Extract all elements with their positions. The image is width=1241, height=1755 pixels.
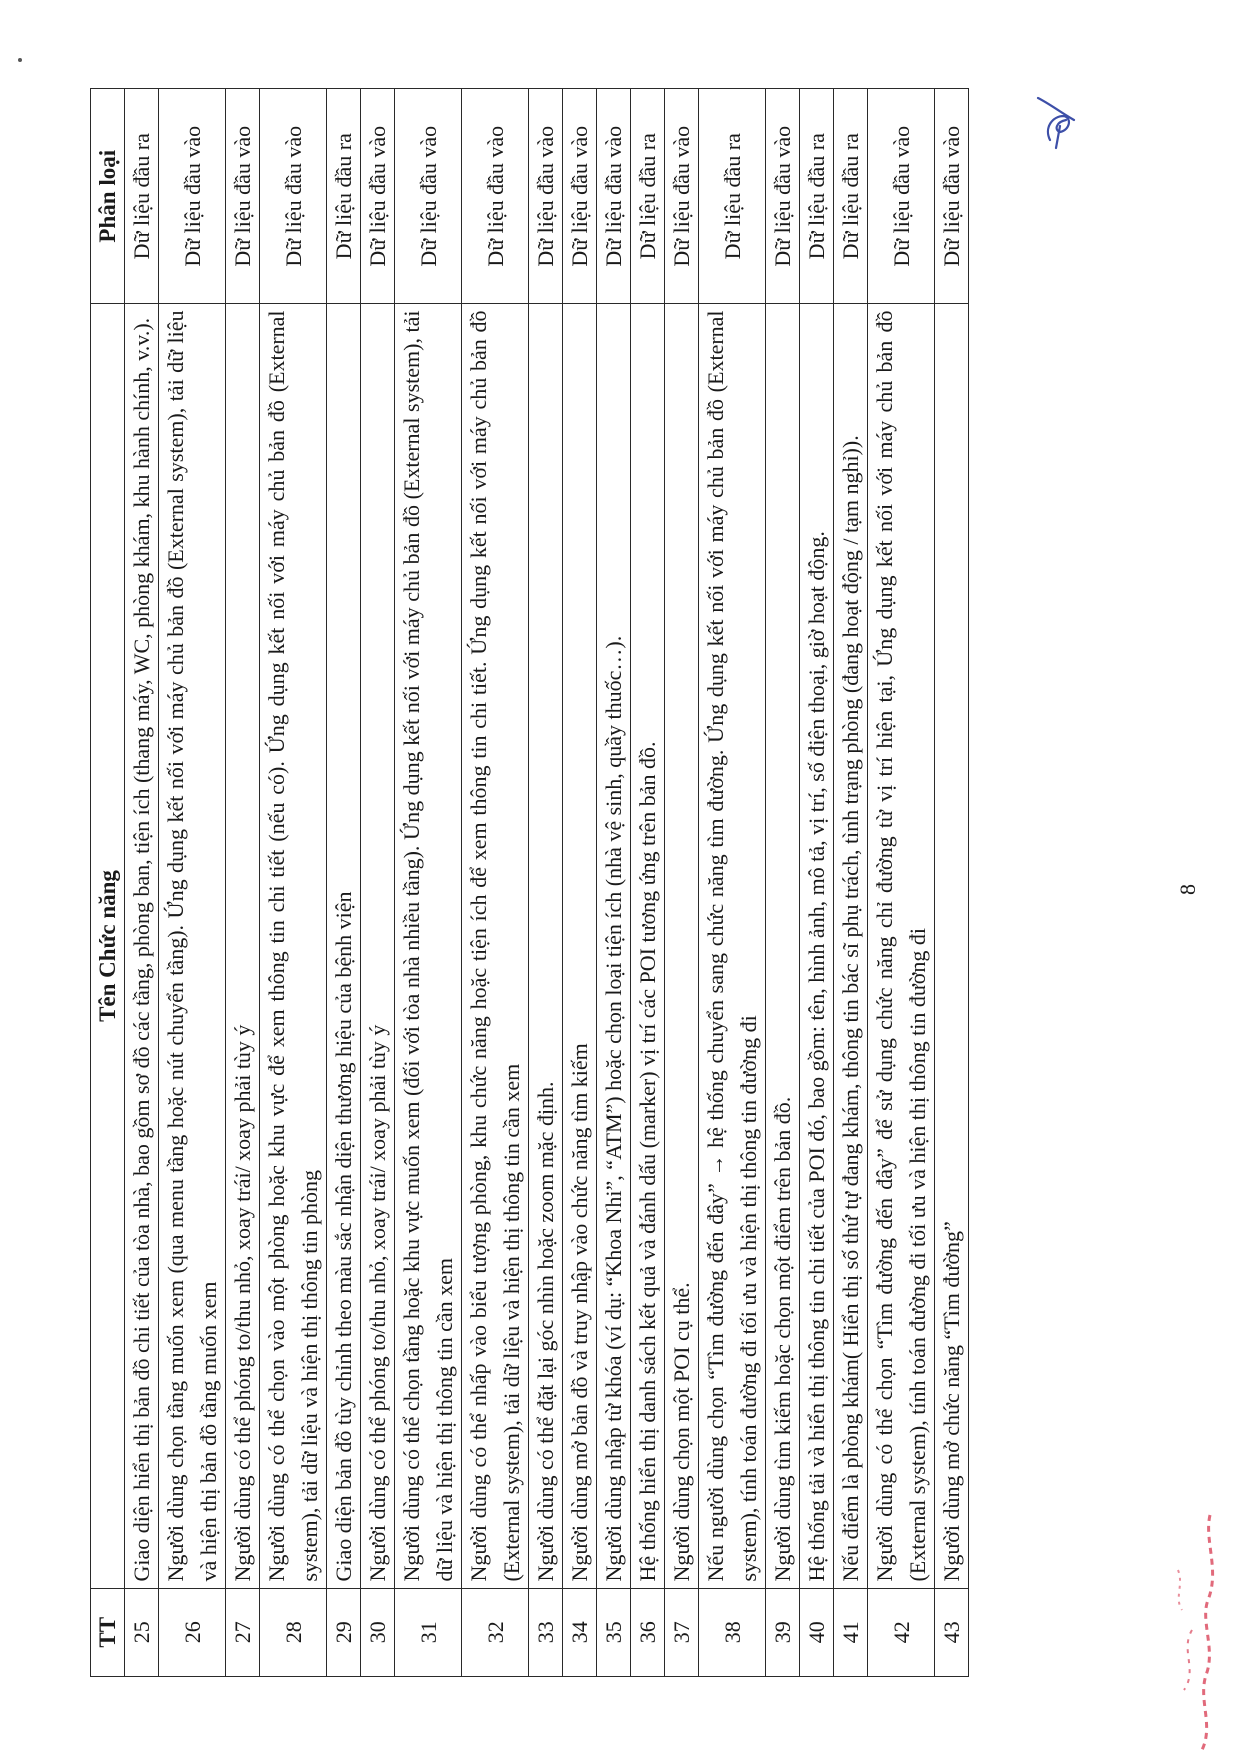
row-category: Dữ liệu đầu vào	[563, 89, 597, 304]
row-function: Người dùng có thể phóng to/thu nhỏ, xoay trái/ xoay phải tùy ý	[361, 304, 395, 1588]
row-category: Dữ liệu đầu vào	[226, 89, 260, 304]
row-number: 38	[699, 1588, 766, 1676]
row-function: Người dùng mở chức năng “Tìm đường”	[935, 304, 969, 1588]
row-category: Dữ liệu đầu vào	[159, 89, 226, 304]
header-category: Phân loại	[91, 89, 125, 304]
handwritten-initial	[1030, 90, 1082, 152]
row-category: Dữ liệu đầu vào	[935, 89, 969, 304]
row-number: 31	[395, 1588, 462, 1676]
row-number: 36	[631, 1588, 665, 1676]
row-category: Dữ liệu đầu vào	[665, 89, 699, 304]
row-number: 40	[800, 1588, 834, 1676]
page-number: 8	[1175, 884, 1200, 895]
table-row	[529, 89, 563, 1677]
row-function: Người dùng có thể chọn vào một phòng hoặc khu vực để xem thông tin chi tiết (nếu có). Ứng dụng kết nối với máy chủ bản đồ (External system), tải dữ liệu và hiện thị thông tin phòng	[260, 304, 327, 1588]
row-function: Giao diện bản đồ tùy chỉnh theo màu sắc nhận diện thương hiệu của bệnh viện	[327, 304, 361, 1588]
row-number: 26	[159, 1588, 226, 1676]
table-row	[226, 89, 260, 1677]
row-category: Dữ liệu đầu vào	[462, 89, 529, 304]
table-row	[125, 89, 159, 1677]
row-function: Giao diện hiển thị bản đồ chi tiết của tòa nhà, bao gồm sơ đồ các tầng, phòng ban, tiện ích (thang máy, WC, phòng khám, khu hành chính, v.v.).	[125, 304, 159, 1588]
header-tt: TT	[91, 1588, 125, 1676]
row-number: 39	[766, 1588, 800, 1676]
row-function: Người dùng có thể phóng to/thu nhỏ, xoay trái/ xoay phải tùy ý	[226, 304, 260, 1588]
table-row	[935, 89, 969, 1677]
table-row	[631, 89, 665, 1677]
row-number: 43	[935, 1588, 969, 1676]
table-row	[159, 89, 226, 1677]
table-body	[125, 89, 969, 1677]
row-function: Người dùng nhập từ khóa (ví dụ: “Khoa Nhi”, “ATM”) hoặc chọn loại tiện ích (nhà vệ sinh, quầy thuốc…).	[597, 304, 631, 1588]
table-row	[800, 89, 834, 1677]
row-number: 37	[665, 1588, 699, 1676]
row-category: Dữ liệu đầu ra	[125, 89, 159, 304]
table-row	[868, 89, 935, 1677]
table-row	[395, 89, 462, 1677]
row-category: Dữ liệu đầu vào	[766, 89, 800, 304]
row-category: Dữ liệu đầu vào	[868, 89, 935, 304]
table-row	[665, 89, 699, 1677]
function-table	[90, 88, 969, 1677]
row-category: Dữ liệu đầu vào	[395, 89, 462, 304]
row-category: Dữ liệu đầu ra	[699, 89, 766, 304]
row-number: 34	[563, 1588, 597, 1676]
row-function: Nếu người dùng chọn “Tìm đường đến đây” → hệ thống chuyển sang chức năng tìm đường. Ứng dụng kết nối với máy chủ bản đồ (External system), tính toán đường đi tối ưu và hiện thị thông tin đường đi	[699, 304, 766, 1588]
row-function: Nếu điểm là phòng khám( Hiển thị số thứ tự đang khám, thông tin bác sĩ phụ trách, tình trạng phòng (đang hoạt động / tạm nghỉ)).	[834, 304, 868, 1588]
row-function: Người dùng có thể chọn tầng hoặc khu vực muốn xem (đối với tòa nhà nhiều tầng). Ứng dụng kết nối với máy chủ bản đồ (External system), tải dữ liệu và hiện thị thông tin cần xem	[395, 304, 462, 1588]
row-function: Người dùng có thể chọn “Tìm đường đến đây” để sử dụng chức năng chỉ đường từ vị trí hiện tại, Ứng dụng kết nối với máy chủ bản đồ (External system), tính toán đường đi tối ưu và hiện thị thông tin đường đi	[868, 304, 935, 1588]
row-function: Người dùng tìm kiếm hoặc chọn một điểm trên bản đồ.	[766, 304, 800, 1588]
table-row	[766, 89, 800, 1677]
row-function: Người dùng có thể nhấp vào biểu tượng phòng, khu chức năng hoặc tiện ích để xem thông tin chi tiết. Ứng dụng kết nối với máy chủ bản đồ (External system), tải dữ liệu và hiện thị thông tin cần xem	[462, 304, 529, 1588]
row-number: 25	[125, 1588, 159, 1676]
row-function: Người dùng chọn một POI cụ thể.	[665, 304, 699, 1588]
row-function: Người dùng có thể đặt lại góc nhìn hoặc zoom mặc định.	[529, 304, 563, 1588]
row-function: Người dùng chọn tầng muốn xem (qua menu tầng hoặc nút chuyển tầng). Ứng dụng kết nối với máy chủ bản đồ (External system), tải dữ liệu và hiện thị bản đồ tầng muốn xem	[159, 304, 226, 1588]
row-number: 42	[868, 1588, 935, 1676]
row-category: Dữ liệu đầu ra	[800, 89, 834, 304]
table-row	[699, 89, 766, 1677]
red-stamp-fragment	[1080, 1510, 1240, 1755]
table-row	[361, 89, 395, 1677]
table-row	[597, 89, 631, 1677]
row-number: 28	[260, 1588, 327, 1676]
table-row	[834, 89, 868, 1677]
table-row	[462, 89, 529, 1677]
row-category: Dữ liệu đầu ra	[834, 89, 868, 304]
row-number: 30	[361, 1588, 395, 1676]
header-function: Tên Chức năng	[91, 304, 125, 1588]
row-category: Dữ liệu đầu ra	[631, 89, 665, 304]
row-number: 29	[327, 1588, 361, 1676]
table-row	[260, 89, 327, 1677]
row-category: Dữ liệu đầu vào	[260, 89, 327, 304]
row-category: Dữ liệu đầu ra	[327, 89, 361, 304]
row-function: Hệ thống hiển thị danh sách kết quả và đánh dấu (marker) vị trí các POI tương ứng trên bản đồ.	[631, 304, 665, 1588]
row-category: Dữ liệu đầu vào	[361, 89, 395, 304]
row-number: 27	[226, 1588, 260, 1676]
table-row	[563, 89, 597, 1677]
row-number: 35	[597, 1588, 631, 1676]
row-function: Hệ thống tải và hiển thị thông tin chi tiết của POI đó, bao gồm: tên, hình ảnh, mô tả, vị trí, số điện thoại, giờ hoạt động.	[800, 304, 834, 1588]
table-row	[327, 89, 361, 1677]
row-number: 33	[529, 1588, 563, 1676]
table-header-row	[91, 89, 125, 1677]
row-category: Dữ liệu đầu vào	[597, 89, 631, 304]
row-category: Dữ liệu đầu vào	[529, 89, 563, 304]
row-number: 41	[834, 1588, 868, 1676]
row-function: Người dùng mở bản đồ và truy nhập vào chức năng tìm kiếm	[563, 304, 597, 1588]
row-number: 32	[462, 1588, 529, 1676]
